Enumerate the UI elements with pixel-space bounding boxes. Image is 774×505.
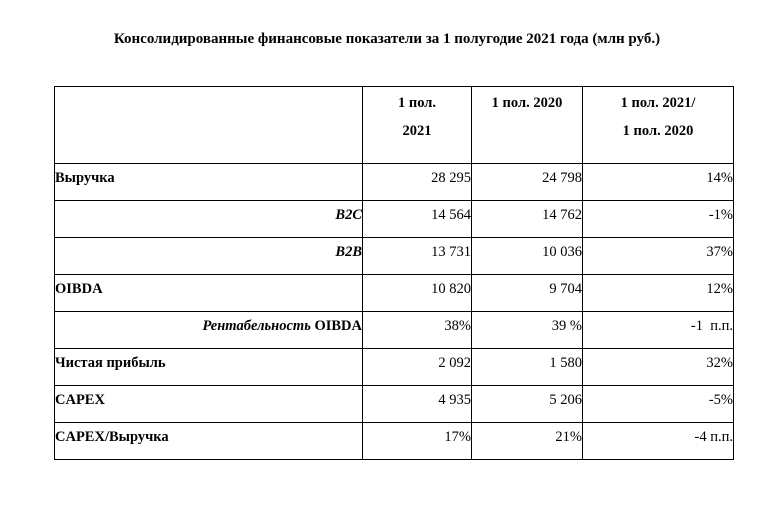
header-col1-line1: 1 пол. <box>397 95 437 111</box>
value-2020: 39 % <box>472 312 583 349</box>
value-change: 32% <box>583 349 734 386</box>
table-row-capex <box>55 386 734 423</box>
value-2021: 10 820 <box>363 275 472 312</box>
table-row-oibda <box>55 275 734 312</box>
row-label <box>55 312 363 349</box>
header-col2: 1 пол. 2020 <box>491 95 563 111</box>
table-row-oibda-margin <box>55 312 734 349</box>
value-change: -5% <box>583 386 734 423</box>
header-col3-line2: 1 пол. 2020 <box>622 123 694 139</box>
value-2021: 13 731 <box>363 238 472 275</box>
value-2020: 14 762 <box>472 201 583 238</box>
value-2021: 14 564 <box>363 201 472 238</box>
row-label: B2C <box>55 201 363 238</box>
value-change: -1% <box>583 201 734 238</box>
table-row-b2c <box>55 201 734 238</box>
value-2021: 38% <box>363 312 472 349</box>
table-row-capex-revenue <box>55 423 734 460</box>
row-label: Чистая прибыль <box>55 349 363 386</box>
row-label: B2B <box>55 238 363 275</box>
value-2021: 2 092 <box>363 349 472 386</box>
value-change: 14% <box>583 164 734 201</box>
value-2020: 10 036 <box>472 238 583 275</box>
header-h1-2020 <box>472 87 583 164</box>
row-label-italic: Рентабельность <box>202 318 311 334</box>
row-label-tail: OIBDA <box>310 318 362 334</box>
table-row-b2b <box>55 238 734 275</box>
value-2021: 4 935 <box>363 386 472 423</box>
table-row-revenue <box>55 164 734 201</box>
header-col3-line1: 1 пол. 2021/ <box>620 95 696 111</box>
row-label: OIBDA <box>55 275 363 312</box>
financial-table <box>54 86 734 460</box>
value-2021: 17% <box>363 423 472 460</box>
header-change <box>583 87 734 164</box>
value-change: 12% <box>583 275 734 312</box>
row-label: CAPEX/Выручка <box>55 423 363 460</box>
header-col1-line2: 2021 <box>402 123 432 139</box>
value-2020: 5 206 <box>472 386 583 423</box>
row-label: Выручка <box>55 164 363 201</box>
report-title: Консолидированные финансовые показатели за 1 полугодие 2021 года (млн руб.) <box>113 31 661 47</box>
table-header-row <box>55 87 734 164</box>
value-2020: 1 580 <box>472 349 583 386</box>
value-2021: 28 295 <box>363 164 472 201</box>
value-change: -1 п.п. <box>583 312 734 349</box>
value-2020: 9 704 <box>472 275 583 312</box>
value-2020: 24 798 <box>472 164 583 201</box>
header-empty-cell <box>55 87 363 164</box>
value-change: -4 п.п. <box>583 423 734 460</box>
table-row-net-profit <box>55 349 734 386</box>
value-2020: 21% <box>472 423 583 460</box>
header-h1-2021 <box>363 87 472 164</box>
row-label: CAPEX <box>55 386 363 423</box>
value-change: 37% <box>583 238 734 275</box>
